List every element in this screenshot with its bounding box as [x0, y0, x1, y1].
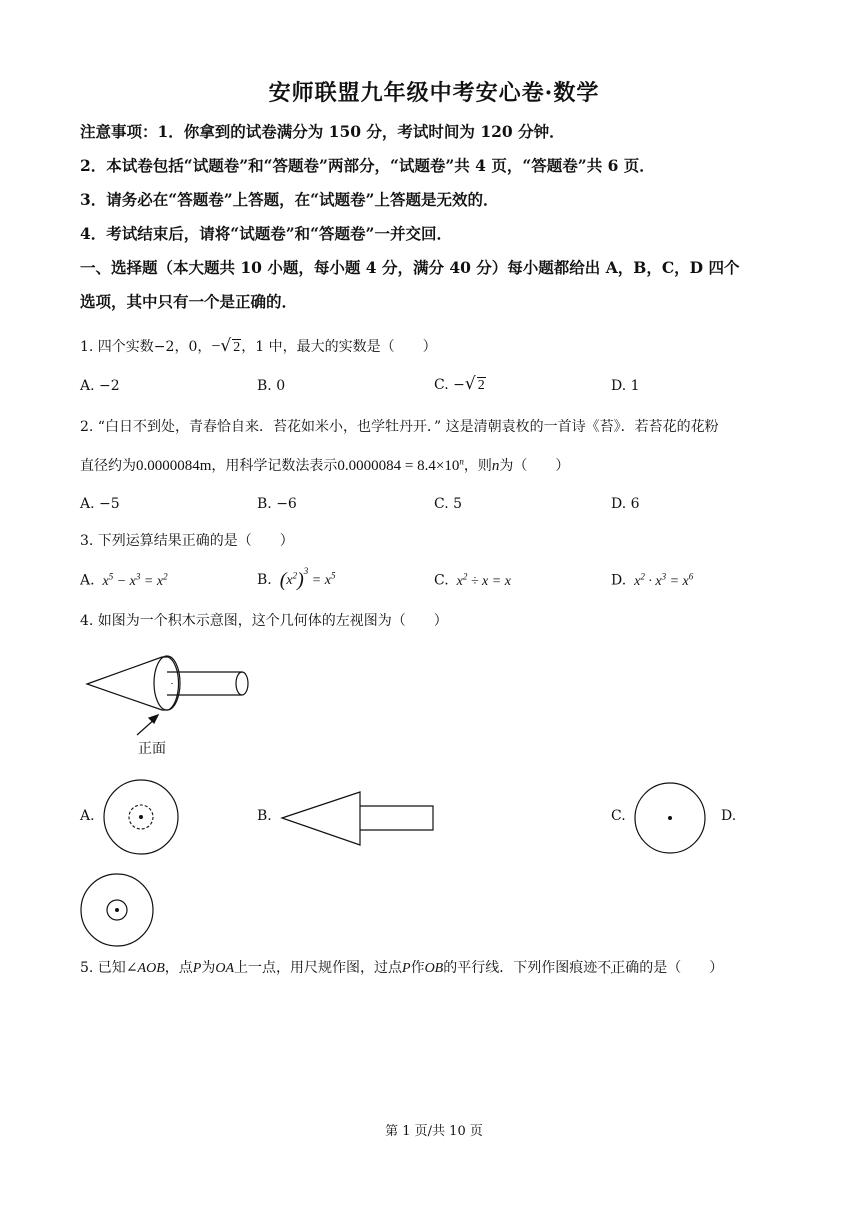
q2-line2-d: 为（ ）: [499, 458, 570, 474]
note-3: 3．请务必在“答题卷”上答题，在“试题卷”上答题是无效的．: [80, 190, 499, 209]
q5-part2: ，点: [164, 960, 193, 976]
note-4: 4．考试结束后，请将“试题卷”和“答题卷”一并交回．: [80, 224, 452, 243]
q3-option-a-expr: $x^5 - x^3 = x^2$: [99, 571, 168, 589]
q3-option-d-label: D.: [611, 572, 627, 589]
q5-part5: 作: [410, 960, 425, 976]
q3-option-c-expr: $x^2 \div x = x$: [453, 571, 511, 589]
q2-var: n: [491, 458, 500, 474]
q3-option-a: [80, 571, 168, 590]
q1-option-a: A. −2: [80, 378, 120, 394]
section-heading-line2: 选项，其中只有一个是正确的．: [80, 292, 298, 311]
question-2-line1: 2. “白日不到处，青春恰自来．苔花如米小，也学牡丹开．” 这是清朝袁枚的一首诗《苔》．若苔花的花粉: [80, 419, 719, 435]
q1-option-d: D. 1: [611, 378, 640, 394]
q5-part3: 为: [201, 960, 216, 976]
q1-option-c-rad: 2: [477, 378, 485, 393]
q3-option-d: [611, 571, 693, 590]
rectangle-shape: [360, 806, 433, 830]
q4-option-d-figure: [80, 874, 160, 954]
q4-option-a-figure: [103, 779, 183, 859]
front-label: 正面: [138, 741, 166, 757]
q3-option-a-label: A.: [80, 572, 95, 589]
q2-line2-b: ，用科学记数法表示: [211, 458, 338, 474]
q5-p1: P: [192, 961, 202, 976]
q2-option-c: C. 5: [434, 496, 463, 512]
q2-line2-a: 直径约为: [80, 458, 136, 474]
note-2: 2．本试卷包括“试题卷”和“答题卷”两部分，“试题卷”共 4 页，“答题卷”共 6 页．: [80, 156, 655, 175]
q2-num1: 0.0000084m: [136, 458, 212, 474]
center-dot: [668, 816, 672, 820]
q4-option-a-label: A.: [80, 808, 95, 824]
q3-option-d-expr: $x^2 \cdot x^3 = x^6$: [630, 571, 694, 589]
q5-part7: 的是（ ）: [639, 960, 724, 976]
q2-exponent: n: [459, 456, 464, 467]
question-3-stem: 3. 下列运算结果正确的是（ ）: [80, 533, 294, 549]
cylinder-end: [236, 672, 248, 695]
question-5-stem: [80, 957, 723, 977]
note-1: 注意事项：1．你拿到的试卷满分为 150 分，考试时间为 120 分钟．: [80, 122, 565, 141]
q4-option-d-label: D.: [721, 808, 737, 824]
page-title: 安师联盟九年级中考安心卷·数学: [268, 80, 600, 106]
q5-emphasis: 不正确 ···: [597, 957, 639, 977]
q2-line2-c: ，则: [463, 458, 492, 474]
center-dot: [115, 908, 119, 912]
q3-option-b-label: B.: [257, 572, 272, 588]
question-4-stem: 4. 如图为一个积木示意图，这个几何体的左视图为（ ）: [80, 613, 448, 629]
q3-option-b-expr: $(x^2)^3 = x^5$: [279, 566, 336, 591]
q1-option-c: [434, 374, 486, 394]
q3-option-b: [257, 566, 335, 592]
q2-equation: 0.0000084 = 8.4×10: [337, 458, 460, 474]
section-heading-line1: 一、选择题（本大题共 10 小题，每小题 4 分，满分 40 分）每小题都给出 A，B，C，D 四个: [80, 258, 740, 277]
q1-stem-b: ，1 中，最大的实数是（ ）: [241, 339, 437, 355]
q4-option-c-figure: [634, 782, 714, 862]
q1-option-b: B. 0: [257, 378, 286, 394]
question-1-stem: [80, 336, 437, 356]
q5-part1: 5. 已知: [80, 960, 126, 976]
q1-stem-a: 1. 四个实数−2，0，: [80, 339, 212, 355]
cone-shape: [87, 657, 179, 710]
center-dot: [139, 815, 143, 819]
block-diagram: [82, 652, 262, 732]
q1-sqrt: √ 2: [220, 336, 241, 356]
question-2-line2: [80, 455, 569, 475]
q1-option-c-label: C. −: [434, 377, 465, 393]
q3-option-c-label: C.: [434, 572, 449, 589]
q5-part6: 的平行线．下列作图痕迹: [443, 960, 598, 976]
q5-part4: 上一点，用尺规作图，过点: [234, 960, 402, 976]
q2-option-d: D. 6: [611, 496, 640, 512]
q4-option-b-figure: [280, 789, 440, 849]
q4-option-c-label: C.: [611, 808, 626, 824]
q1-rad: 2: [233, 340, 241, 355]
q2-option-a: A. −5: [80, 496, 120, 512]
q5-angle: ∠AOB: [125, 961, 165, 976]
q5-ob: OB: [424, 961, 444, 976]
triangle-shape: [282, 792, 360, 845]
front-arrow-head: [149, 715, 158, 723]
q5-oa: OA: [215, 961, 234, 976]
q2-option-b: B. −6: [257, 496, 297, 512]
q5-p2: P: [402, 961, 411, 976]
q3-option-c: [434, 571, 511, 590]
cone-base: [154, 656, 180, 710]
q4-option-b-label: B.: [257, 808, 272, 824]
q1-option-c-sqrt: √ 2: [464, 374, 485, 394]
q1-neg: −: [211, 338, 221, 355]
page-footer: 第 1 页/共 10 页: [385, 1124, 483, 1139]
